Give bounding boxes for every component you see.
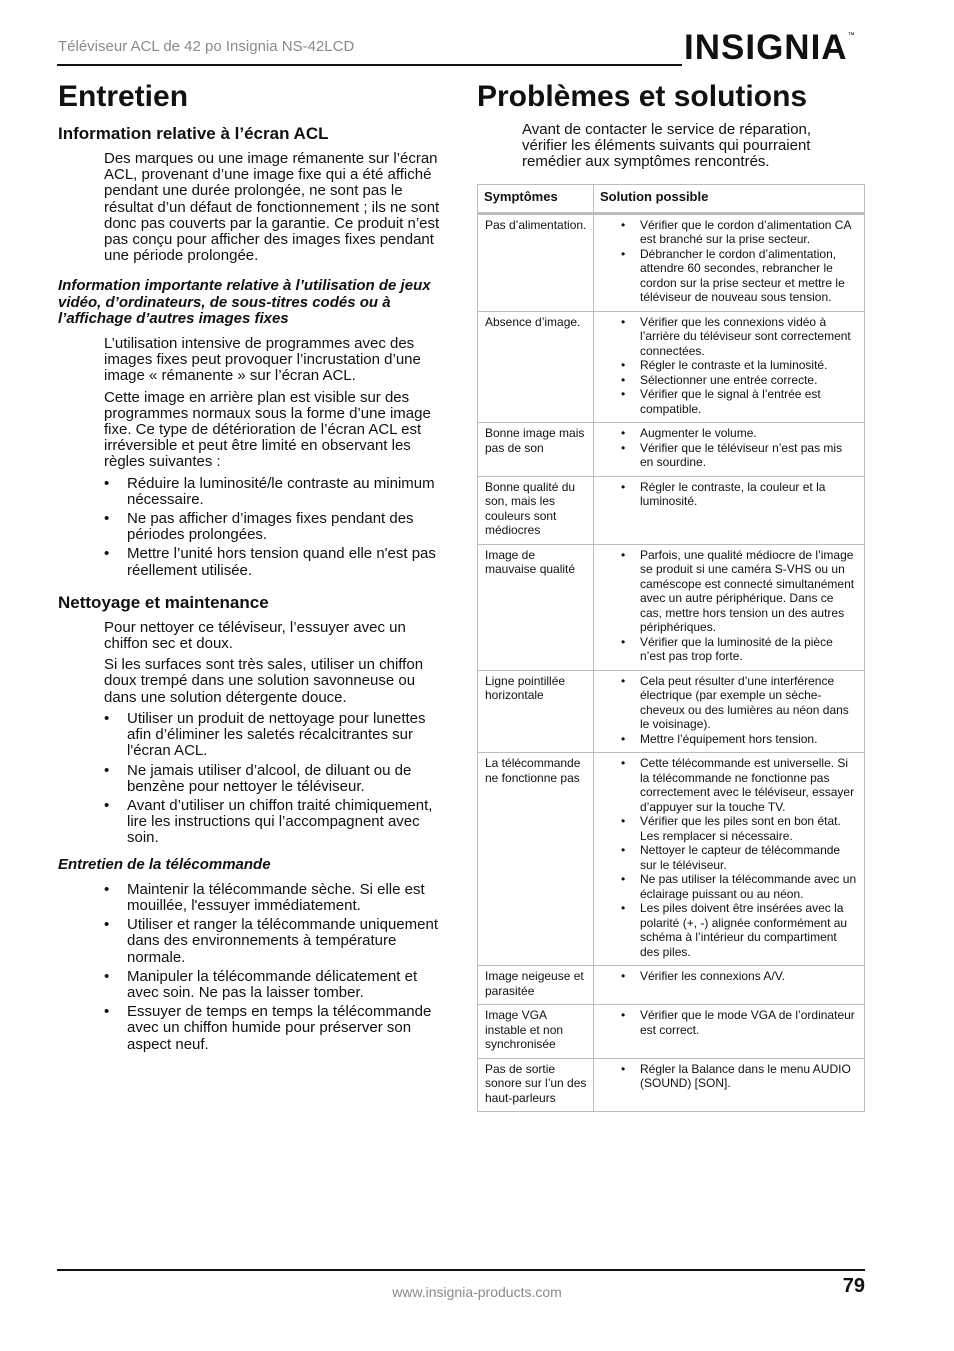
bullet-icon: • <box>621 387 626 401</box>
paragraph: L’utilisation intensive de programmes avec des images fixes peut provoquer l’incrustation d’une image « rémanente » sur l’écran ACL. <box>104 335 421 385</box>
list-item: • Manipuler la télécommande délicatement et avec soin. Ne pas la laisser tomber. <box>104 967 418 1001</box>
bullet-icon: • <box>621 246 626 261</box>
bullet-icon: • <box>104 796 110 814</box>
troubleshooting-intro: Avant de contacter le service de réparation, vérifier les éléments suivants qui pourraient remédier aux symptômes rencontrés. <box>522 121 812 171</box>
table-row <box>478 966 864 1005</box>
bullet-icon: • <box>104 761 110 779</box>
logo-text: INSIGNIA <box>684 28 848 67</box>
symptom-cell: Image de mauvaise qualité <box>478 544 594 670</box>
page-title-entretien: Entretien <box>58 80 189 113</box>
bullet-icon: • <box>104 916 110 934</box>
bullet-icon: • <box>621 440 626 455</box>
list-item: • Ne pas afficher d’images fixes pendant des périodes prolongées. <box>104 510 414 544</box>
solution-item <box>601 872 858 901</box>
solution-item <box>601 1008 858 1037</box>
table-row <box>478 213 864 311</box>
solution-list <box>601 426 858 470</box>
symptom-cell: Bonne qualité du son, mais les couleurs sont médiocres <box>478 476 594 544</box>
solution-item <box>601 548 858 635</box>
bullet-list <box>58 882 448 1053</box>
solution-text: Vérifier que la luminosité de la pièce n’est pas trop forte. <box>640 634 833 663</box>
solution-cell <box>594 213 865 311</box>
troubleshooting-table <box>477 184 865 1112</box>
section-heading-jeux-video: Information importante relative à l’utilisation de jeux vidéo, d’ordinateurs, de sous-titres codés ou à l’affichage d’autres images fixes <box>58 277 431 327</box>
solution-cell <box>594 966 865 1005</box>
paragraph: Pour nettoyer ce téléviseur, l’essuyer avec un chiffon sec et doux. <box>104 618 406 653</box>
symptom-cell: Image VGA instable et non synchronisée <box>478 1005 594 1059</box>
list-item: • Utiliser et ranger la télécommande uniquement dans des environnements à température normale. <box>104 916 438 966</box>
bullet-icon: • <box>621 372 626 387</box>
solution-text: Nettoyer le capteur de télécommande sur le téléviseur. <box>640 843 841 872</box>
solution-item <box>601 969 858 984</box>
solution-text: Vérifier que le cordon d’alimentation CA est branché sur la prise secteur. <box>640 217 851 246</box>
left-column <box>58 124 448 1058</box>
solution-text: Vérifier les connexions A/V. <box>640 969 785 983</box>
symptom-cell: Pas de sortie sonore sur l’un des haut-parleurs <box>478 1058 594 1111</box>
paragraph: Cette image en arrière plan est visible sur des programmes normaux sous la forme d’une image fixe. Ce type de détérioration de l’écran ACL est irréversible et peut être limité en observant les règles suivantes : <box>104 388 431 471</box>
solution-item <box>601 315 858 359</box>
logo-trademark: ™ <box>847 32 855 39</box>
solution-text: Vérifier que les piles sont en bon état. Les remplacer si nécessaire. <box>640 814 841 843</box>
solution-item <box>601 674 858 732</box>
solution-list <box>601 1062 858 1091</box>
bullet-icon: • <box>621 731 626 746</box>
list-item: • Réduire la luminosité/le contraste au minimum nécessaire. <box>104 474 435 508</box>
bullet-icon: • <box>104 880 110 898</box>
table-row <box>478 670 864 753</box>
section-heading-telecommande: Entretien de la télécommande <box>58 855 271 873</box>
solution-text: Vérifier que le téléviseur n’est pas mis en sourdine. <box>640 440 843 469</box>
bullet-icon: • <box>621 479 626 494</box>
running-header: Téléviseur ACL de 42 po Insignia NS-42LCD <box>58 38 355 55</box>
bullet-icon: • <box>104 474 110 492</box>
solution-list <box>601 315 858 417</box>
bullet-icon: • <box>621 872 626 886</box>
table-row <box>478 311 864 423</box>
solution-item <box>601 814 858 843</box>
table-row <box>478 1058 864 1111</box>
symptom-cell: Pas d’alimentation. <box>478 213 594 311</box>
page-title-problemes: Problèmes et solutions <box>477 80 808 113</box>
bullet-icon: • <box>104 967 110 985</box>
symptom-cell: Ligne pointillée horizontale <box>478 670 594 753</box>
paragraph: Si les surfaces sont très sales, utiliser un chiffon doux trempé dans une solution savonneuse ou dans une solution détergente douce. <box>104 656 424 706</box>
solution-item <box>601 387 858 416</box>
solution-item <box>601 441 858 470</box>
bullet-icon: • <box>104 545 110 563</box>
header-rule <box>57 64 682 66</box>
bullet-icon: • <box>104 510 110 528</box>
solution-text: Sélectionner une entrée correcte. <box>640 372 818 387</box>
bullet-icon: • <box>621 314 626 329</box>
bullet-icon: • <box>621 843 626 857</box>
solution-cell <box>594 423 865 477</box>
solution-item <box>601 843 858 872</box>
solution-cell <box>594 544 865 670</box>
bullet-icon: • <box>621 1008 626 1022</box>
solution-cell <box>594 1005 865 1059</box>
solution-text: Vérifier que le mode VGA de l’ordinateur est correct. <box>640 1008 855 1037</box>
column-header-symptomes: Symptômes <box>478 185 594 213</box>
solution-item <box>601 247 858 305</box>
column-header-solution: Solution possible <box>594 185 865 213</box>
table-body <box>478 213 864 1111</box>
page-number: 79 <box>842 1275 865 1297</box>
bullet-icon: • <box>621 969 626 983</box>
list-item: • Essuyer de temps en temps la télécommande avec un chiffon humide pour préserver son aspect neuf. <box>104 1003 432 1053</box>
symptom-cell: La télécommande ne fonctionne pas <box>478 753 594 966</box>
solution-cell <box>594 476 865 544</box>
solution-item <box>601 480 858 509</box>
list-item: • Ne jamais utiliser d’alcool, de diluant ou de benzène pour nettoyer le téléviseur. <box>104 761 412 795</box>
solution-text: Vérifier que le signal à l’entrée est compatible. <box>640 387 821 416</box>
table-row <box>478 1005 864 1059</box>
table-row <box>478 544 864 670</box>
solution-list <box>601 218 858 305</box>
table-row <box>478 476 864 544</box>
bullet-icon: • <box>621 426 626 440</box>
bullet-icon: • <box>621 1061 626 1076</box>
solution-text: Augmenter le volume. <box>640 426 757 440</box>
solution-text: Régler la Balance dans le menu AUDIO (SOUND) [SON]. <box>640 1061 851 1090</box>
solution-cell <box>594 753 865 966</box>
solution-item <box>601 373 858 388</box>
solution-item <box>601 426 858 441</box>
symptom-cell: Bonne image mais pas de son <box>478 423 594 477</box>
solution-item <box>601 1062 858 1091</box>
solution-text: Régler le contraste et la luminosité. <box>640 358 828 372</box>
bullet-icon: • <box>621 673 626 688</box>
bullet-icon: • <box>621 217 626 232</box>
solution-item <box>601 901 858 959</box>
bullet-icon: • <box>621 634 626 649</box>
solution-list <box>601 674 858 747</box>
solution-item <box>601 635 858 664</box>
solution-text: Cela peut résulter d’une interférence électrique (par exemple un sèche-cheveux ou des lumières au néon dans le voisinage). <box>640 673 849 731</box>
solution-text: Les piles doivent être insérées avec la polarité (+, -) alignée conformément au schéma à l’intérieur du compartiment des piles. <box>640 901 848 959</box>
solution-list <box>601 1008 858 1037</box>
table-header-row <box>478 185 864 213</box>
solution-list <box>601 969 858 984</box>
list-item: • Maintenir la télécommande sèche. Si elle est mouillée, l'essuyer immédiatement. <box>104 880 425 914</box>
list-item: • Mettre l’unité hors tension quand elle n'est pas réellement utilisée. <box>104 545 436 579</box>
solution-item <box>601 358 858 373</box>
bullet-list <box>58 476 448 579</box>
solution-text: Débrancher le cordon d’alimentation, attendre 60 secondes, rebrancher le cordon sur la prise secteur et mettre le téléviseur de nouveau sous tension. <box>640 246 845 304</box>
bullet-icon: • <box>621 901 626 915</box>
bullet-icon: • <box>104 709 110 727</box>
list-item: • Avant d’utiliser un chiffon traité chimiquement, lire les instructions qui l’accompagnent avec soin. <box>104 796 433 847</box>
solution-text: Vérifier que les connexions vidéo à l’arrière du téléviseur sont correctement connectées. <box>640 314 851 358</box>
section-heading-nettoyage: Nettoyage et maintenance <box>58 592 269 612</box>
solution-text: Parfois, une qualité médiocre de l’image se produit si une caméra S-VHS ou un caméscope est connecté simultanément avec un autre périphérique. Dans ce cas, mettre hors tension un des autres périphériques. <box>640 547 855 634</box>
section-heading-ecran: Information relative à l’écran ACL <box>58 124 329 143</box>
insignia-logo <box>684 30 855 65</box>
bullet-icon: • <box>104 1003 110 1021</box>
solution-item <box>601 756 858 814</box>
solution-text: Cette télécommande est universelle. Si la télécommande ne fonctionne pas correctement avec le téléviseur, essayer d’appuyer sur la touche TV. <box>640 756 855 814</box>
symptom-cell: Image neigeuse et parasitée <box>478 966 594 1005</box>
solution-item <box>601 218 858 247</box>
solution-text: Ne pas utiliser la télécommande avec un éclairage puissant ou au néon. <box>640 872 857 901</box>
bullet-icon: • <box>621 756 626 770</box>
bullet-list <box>58 711 448 847</box>
bullet-icon: • <box>621 547 626 562</box>
table-row <box>478 423 864 477</box>
solution-item <box>601 732 858 747</box>
footer-url: www.insignia-products.com <box>392 1284 562 1300</box>
bullet-icon: • <box>621 358 626 372</box>
solution-cell <box>594 311 865 423</box>
list-item: • Utiliser un produit de nettoyage pour lunettes afin d’éliminer les saletés récalcitrantes sur l'écran ACL. <box>104 709 426 760</box>
solution-text: Régler le contraste, la couleur et la luminosité. <box>640 479 826 508</box>
paragraph: Des marques ou une image rémanente sur l’écran ACL, provenant d’une image fixe qui a été affiché pendant une durée prolongée, ne sont pas le résultat d’un défaut de fonctionnement ; ils ne sont donc pas couverts par la garantie. Ce produit n’est pas conçu pour afficher des images fixes pendant une période prolongée. <box>104 150 440 265</box>
solution-cell <box>594 1058 865 1111</box>
symptom-cell: Absence d’image. <box>478 311 594 423</box>
solution-cell <box>594 670 865 753</box>
bullet-icon: • <box>621 814 626 828</box>
solution-list <box>601 548 858 664</box>
solution-text: Mettre l’équipement hors tension. <box>640 731 818 746</box>
footer-rule <box>57 1269 865 1271</box>
table-row <box>478 753 864 966</box>
solution-list <box>601 756 858 959</box>
solution-list <box>601 480 858 509</box>
